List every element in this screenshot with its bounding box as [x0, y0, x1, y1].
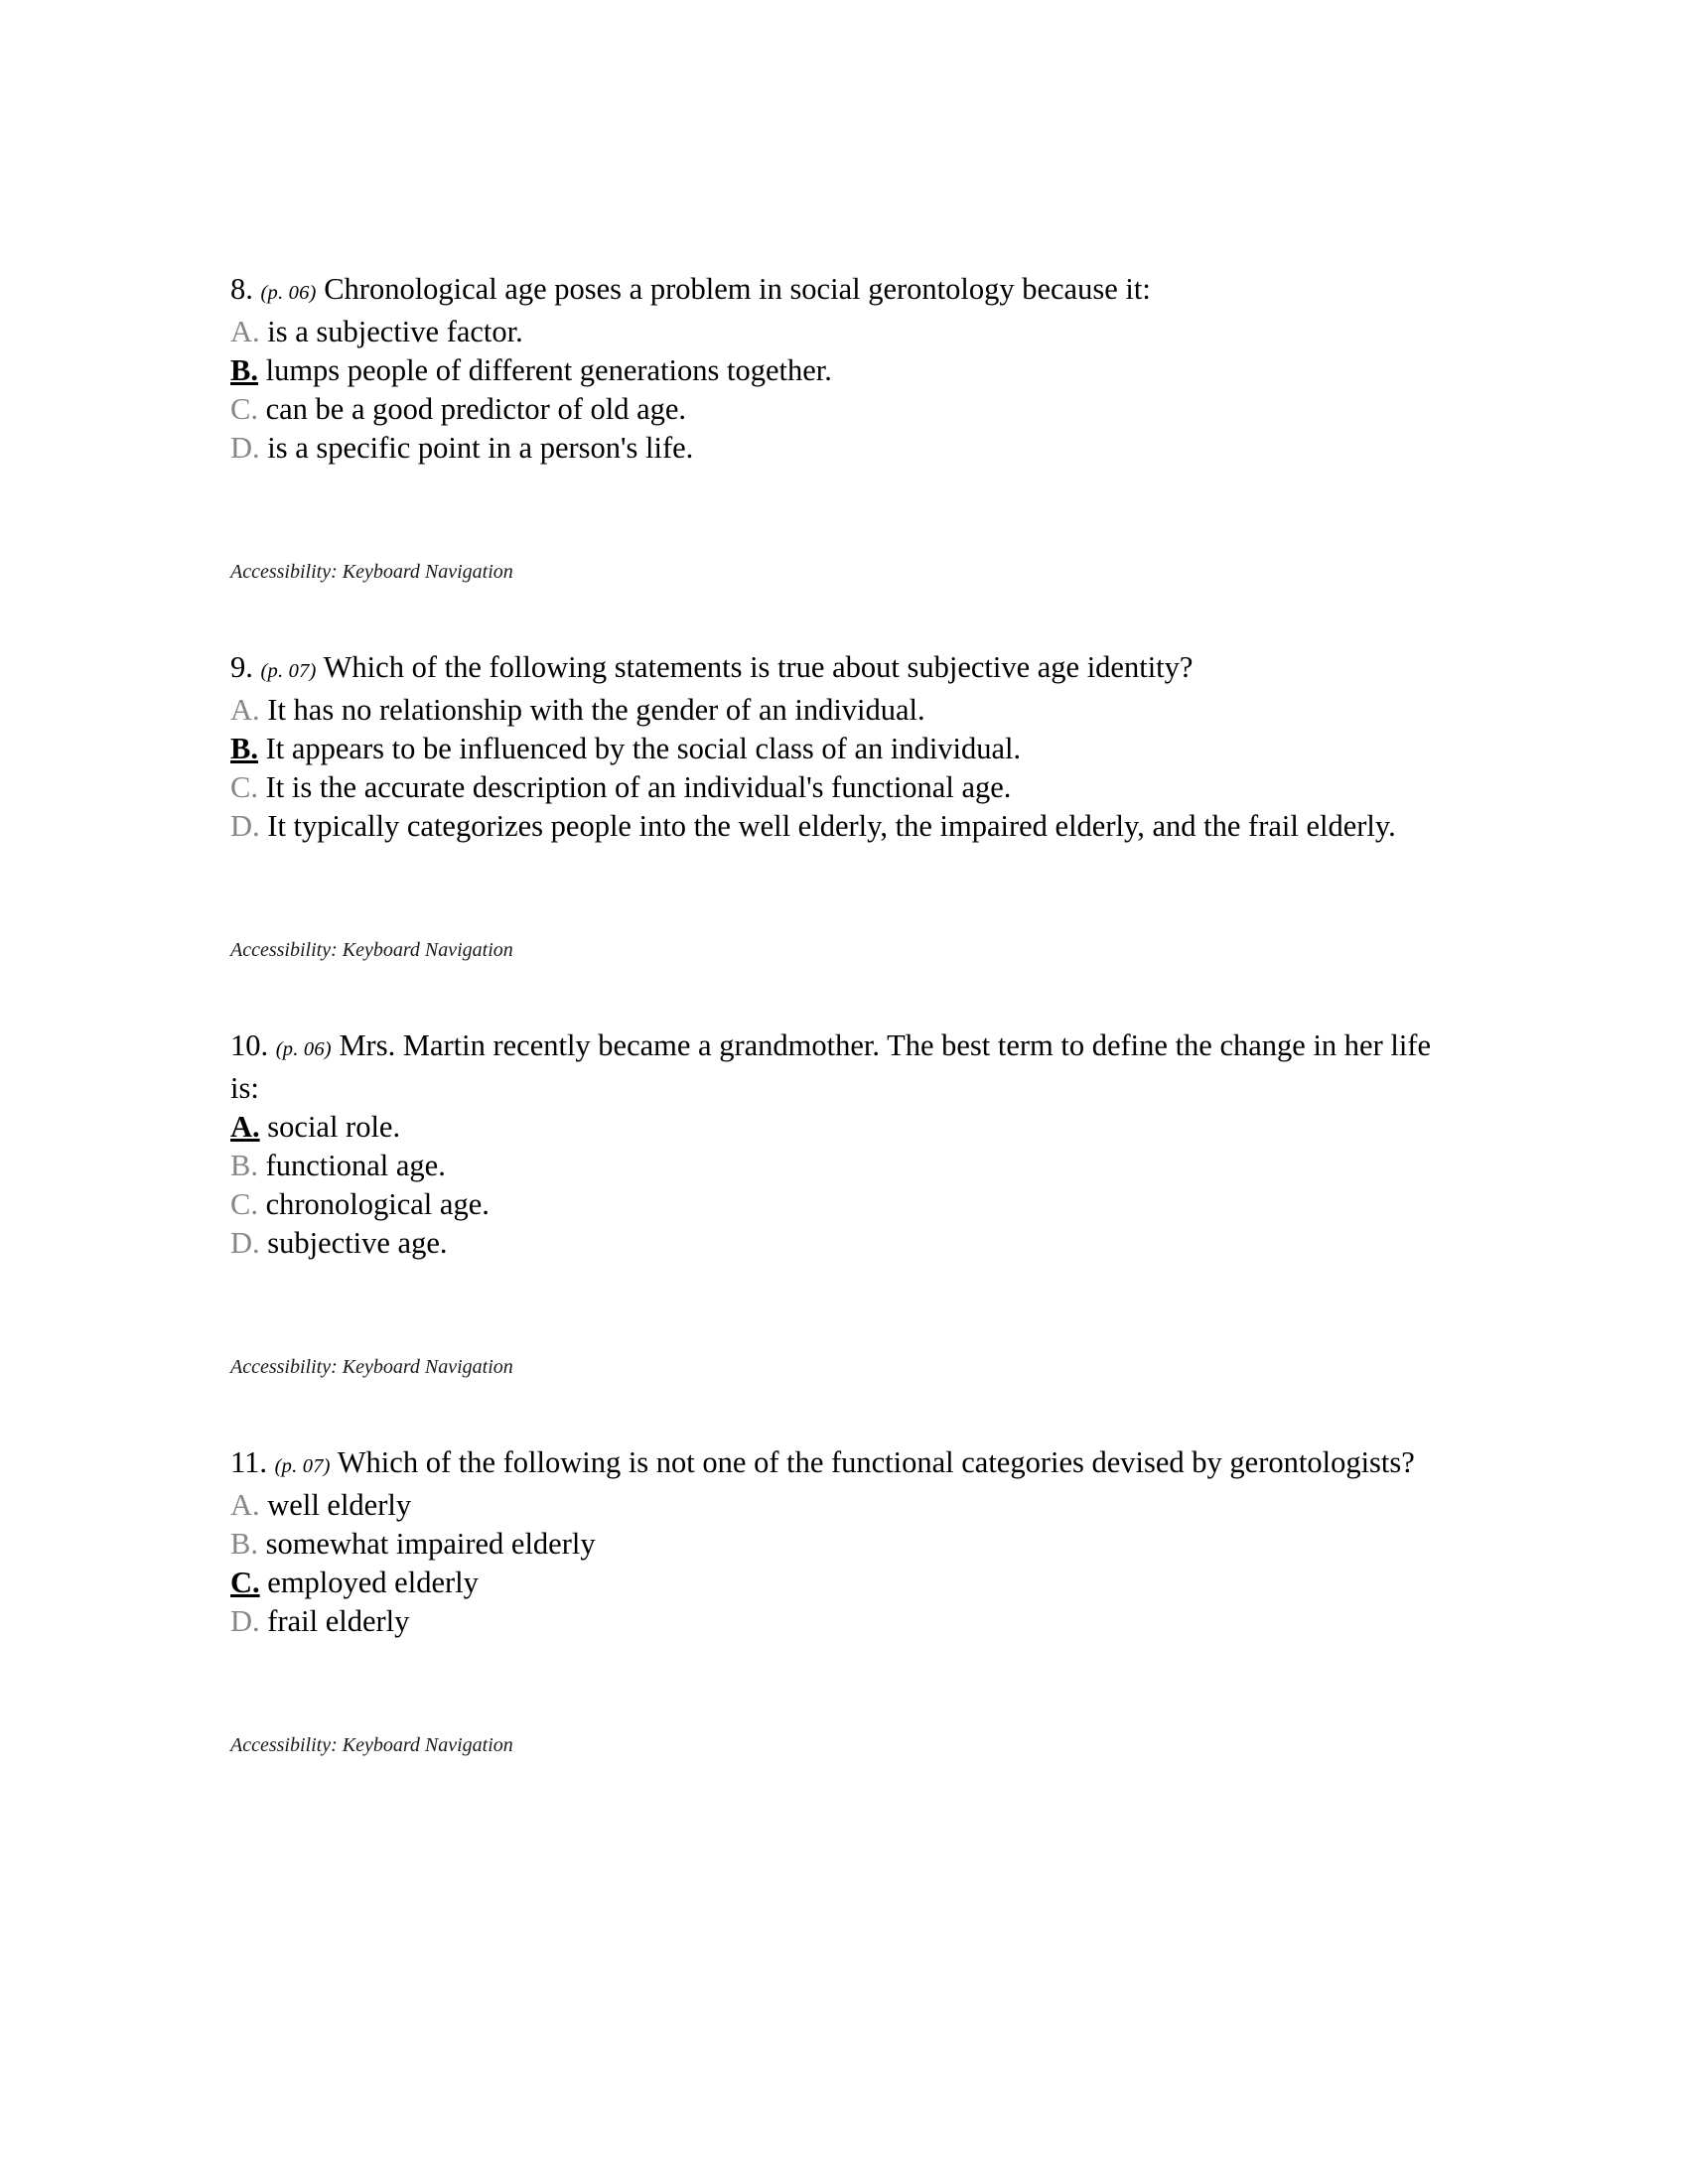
question-stem: [230, 648, 1437, 691]
answer-option-letter: A.: [230, 1488, 260, 1522]
answer-option-text: It has no relationship with the gender of an individual.: [267, 693, 925, 727]
spacer: [230, 585, 1437, 648]
answer-option-text: functional age.: [265, 1149, 446, 1182]
answer-option-letter: C.: [230, 1187, 258, 1221]
question-text: Mrs. Martin recently became a grandmother. The best term to define the change in her life is:: [230, 1028, 1432, 1105]
answer-option-text: employed elderly: [267, 1566, 479, 1599]
question-number: 10.: [230, 1028, 269, 1062]
answer-option[interactable]: [230, 1602, 1437, 1641]
question-metadata: Accessibility: Keyboard Navigation: [230, 939, 513, 961]
answer-option-letter: D.: [230, 431, 260, 465]
answer-option-letter: C.: [230, 1566, 260, 1599]
question-number: 9.: [230, 650, 253, 684]
spacer: [230, 1758, 1437, 1822]
question-text: Chronological age poses a problem in social gerontology because it:: [324, 272, 1151, 306]
answer-option-letter: D.: [230, 1226, 260, 1260]
question-list: [230, 270, 1437, 1822]
answer-option-text: It appears to be influenced by the social class of an individual.: [265, 732, 1022, 765]
answer-option-list: [230, 1108, 1437, 1263]
answer-option[interactable]: [230, 1147, 1437, 1185]
question-page-reference: (p. 06): [275, 1038, 332, 1060]
answer-option-text: It typically categorizes people into the well elderly, the impaired elderly, and the frail elderly.: [267, 809, 1396, 843]
question-text: Which of the following statements is true about subjective age identity?: [323, 650, 1194, 684]
answer-option-letter: C.: [230, 392, 258, 426]
answer-option-text: chronological age.: [265, 1187, 490, 1221]
spacer: [230, 963, 1437, 1026]
answer-option[interactable]: [230, 390, 1437, 429]
question-block: [230, 1026, 1437, 1443]
answer-option[interactable]: [230, 313, 1437, 351]
answer-option-text: can be a good predictor of old age.: [265, 392, 687, 426]
answer-option[interactable]: [230, 1224, 1437, 1263]
spacer: [230, 1641, 1437, 1732]
answer-option[interactable]: [230, 807, 1437, 846]
answer-option-text: well elderly: [267, 1488, 412, 1522]
question-page-reference: (p. 06): [260, 282, 317, 304]
answer-option[interactable]: [230, 768, 1437, 807]
question-metadata: Accessibility: Keyboard Navigation: [230, 1356, 513, 1378]
answer-option-text: frail elderly: [267, 1604, 410, 1638]
answer-option[interactable]: [230, 1185, 1437, 1224]
answer-option-text: social role.: [267, 1110, 401, 1144]
question-metadata: Accessibility: Keyboard Navigation: [230, 561, 513, 583]
spacer: [230, 1380, 1437, 1443]
question-stem: [230, 1026, 1437, 1108]
answer-option-letter: D.: [230, 809, 260, 843]
answer-option-text: subjective age.: [267, 1226, 448, 1260]
answer-option-letter: A.: [230, 315, 260, 348]
question-number: 8.: [230, 272, 253, 306]
question-block: [230, 270, 1437, 648]
answer-option-list: [230, 691, 1437, 846]
question-stem: [230, 270, 1437, 313]
spacer: [230, 468, 1437, 559]
answer-option-correct[interactable]: [230, 1564, 1437, 1602]
answer-option-correct[interactable]: [230, 1108, 1437, 1147]
question-stem: [230, 1443, 1437, 1486]
answer-option-letter: B.: [230, 1527, 258, 1561]
question-metadata: Accessibility: Keyboard Navigation: [230, 1734, 513, 1756]
question-page-reference: (p. 07): [260, 660, 317, 682]
question-block: [230, 1443, 1437, 1822]
spacer: [230, 846, 1437, 937]
answer-option-correct[interactable]: [230, 351, 1437, 390]
answer-option-list: [230, 313, 1437, 468]
answer-option-text: is a subjective factor.: [267, 315, 523, 348]
answer-option-letter: A.: [230, 1110, 260, 1144]
answer-option-correct[interactable]: [230, 730, 1437, 768]
answer-option[interactable]: [230, 1525, 1437, 1564]
answer-option-text: is a specific point in a person's life.: [267, 431, 694, 465]
question-page-reference: (p. 07): [274, 1455, 331, 1477]
answer-option-letter: C.: [230, 770, 258, 804]
answer-option-letter: B.: [230, 353, 258, 387]
answer-option-list: [230, 1486, 1437, 1641]
question-number: 11.: [230, 1445, 267, 1479]
answer-option[interactable]: [230, 691, 1437, 730]
answer-option-text: lumps people of different generations together.: [265, 353, 832, 387]
answer-option[interactable]: [230, 1486, 1437, 1525]
answer-option[interactable]: [230, 429, 1437, 468]
answer-option-text: It is the accurate description of an individual's functional age.: [265, 770, 1012, 804]
answer-option-text: somewhat impaired elderly: [265, 1527, 596, 1561]
spacer: [230, 1263, 1437, 1354]
answer-option-letter: D.: [230, 1604, 260, 1638]
question-block: [230, 648, 1437, 1026]
question-text: Which of the following is not one of the functional categories devised by gerontologists?: [337, 1445, 1415, 1479]
answer-option-letter: B.: [230, 1149, 258, 1182]
answer-option-letter: B.: [230, 732, 258, 765]
answer-option-letter: A.: [230, 693, 260, 727]
